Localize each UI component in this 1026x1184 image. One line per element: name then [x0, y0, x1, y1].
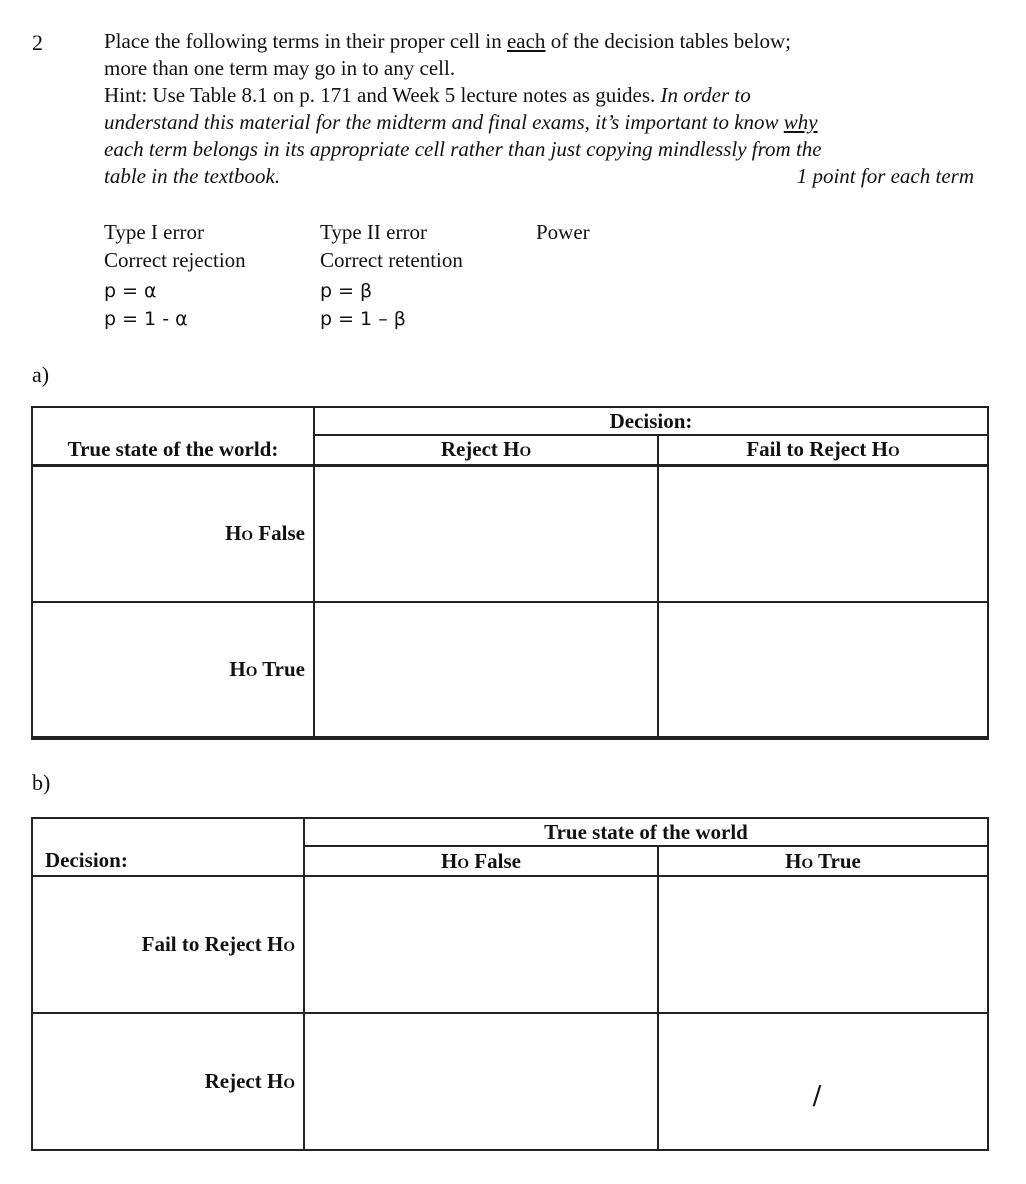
term-list-3 — [536, 218, 590, 246]
term-correct-retention: Correct retention — [320, 248, 463, 272]
term-power: Power — [536, 220, 590, 244]
table-b-row-reject: Reject HO — [32, 1013, 304, 1150]
term-list-1 — [104, 218, 246, 333]
instruction-line-4: understand this material for the midterm and final exams, it’s important to know why — [104, 110, 818, 134]
table-a-cell-reject-false[interactable] — [314, 465, 658, 602]
instruction-line-3: Hint: Use Table 8.1 on p. 171 and Week 5 lecture notes as guides. In order to — [104, 83, 751, 107]
table-b-cell-fail-true[interactable] — [658, 876, 988, 1013]
term-p-one-minus-alpha: p = 1 - α — [104, 308, 188, 330]
decision-table-a — [31, 406, 989, 740]
table-b-cell-fail-false[interactable] — [304, 876, 658, 1013]
table-a-decision-header: Decision: — [314, 407, 988, 435]
pencil-mark: / — [812, 1080, 822, 1111]
table-a-cell-fail-false[interactable] — [658, 465, 988, 602]
table-b-corner — [32, 818, 304, 846]
table-b-col-h0-false: HO False — [304, 846, 658, 876]
term-list-2 — [320, 218, 463, 333]
table-a-cell-fail-true[interactable] — [658, 602, 988, 738]
table-b-state-header: True state of the world — [304, 818, 988, 846]
table-a-row-h0-false: HO False — [32, 465, 314, 602]
table-b-col-h0-true: HO True — [658, 846, 988, 876]
decision-table-b — [31, 817, 989, 1151]
points-note: 1 point for each term — [796, 164, 974, 188]
table-a-col-reject: Reject HO — [314, 435, 658, 465]
table-b-cell-reject-false[interactable] — [304, 1013, 658, 1150]
table-a-corner — [32, 407, 314, 435]
part-a-label: a) — [32, 362, 50, 387]
term-type-2-error: Type II error — [320, 220, 427, 244]
term-p-alpha: p = α — [104, 280, 157, 302]
table-b-row-fail-to-reject: Fail to Reject HO — [32, 876, 304, 1013]
table-b-row-header: Decision: — [32, 846, 304, 876]
term-type-1-error: Type I error — [104, 220, 204, 244]
question-number: 2 — [32, 30, 43, 55]
instruction-line-1: Place the following terms in their proper cell in each of the decision tables below; — [104, 29, 791, 53]
term-p-one-minus-beta: p = 1 – β — [320, 308, 406, 330]
instructions — [104, 28, 974, 190]
table-a-row-header: True state of the world: — [32, 435, 314, 465]
term-correct-rejection: Correct rejection — [104, 248, 246, 272]
part-b-label: b) — [32, 770, 51, 795]
table-b-cell-reject-true[interactable] — [658, 1013, 988, 1150]
instruction-line-2: more than one term may go in to any cell. — [104, 56, 456, 80]
table-a-col-fail-to-reject: Fail to Reject HO — [658, 435, 988, 465]
term-p-beta: p = β — [320, 280, 373, 302]
table-a-row-h0-true: HO True — [32, 602, 314, 738]
instruction-line-5: each term belongs in its appropriate cell rather than just copying mindlessly from the — [104, 137, 822, 161]
instruction-line-6: table in the textbook. 1 point for each term — [104, 164, 974, 188]
table-a-cell-reject-true[interactable] — [314, 602, 658, 738]
